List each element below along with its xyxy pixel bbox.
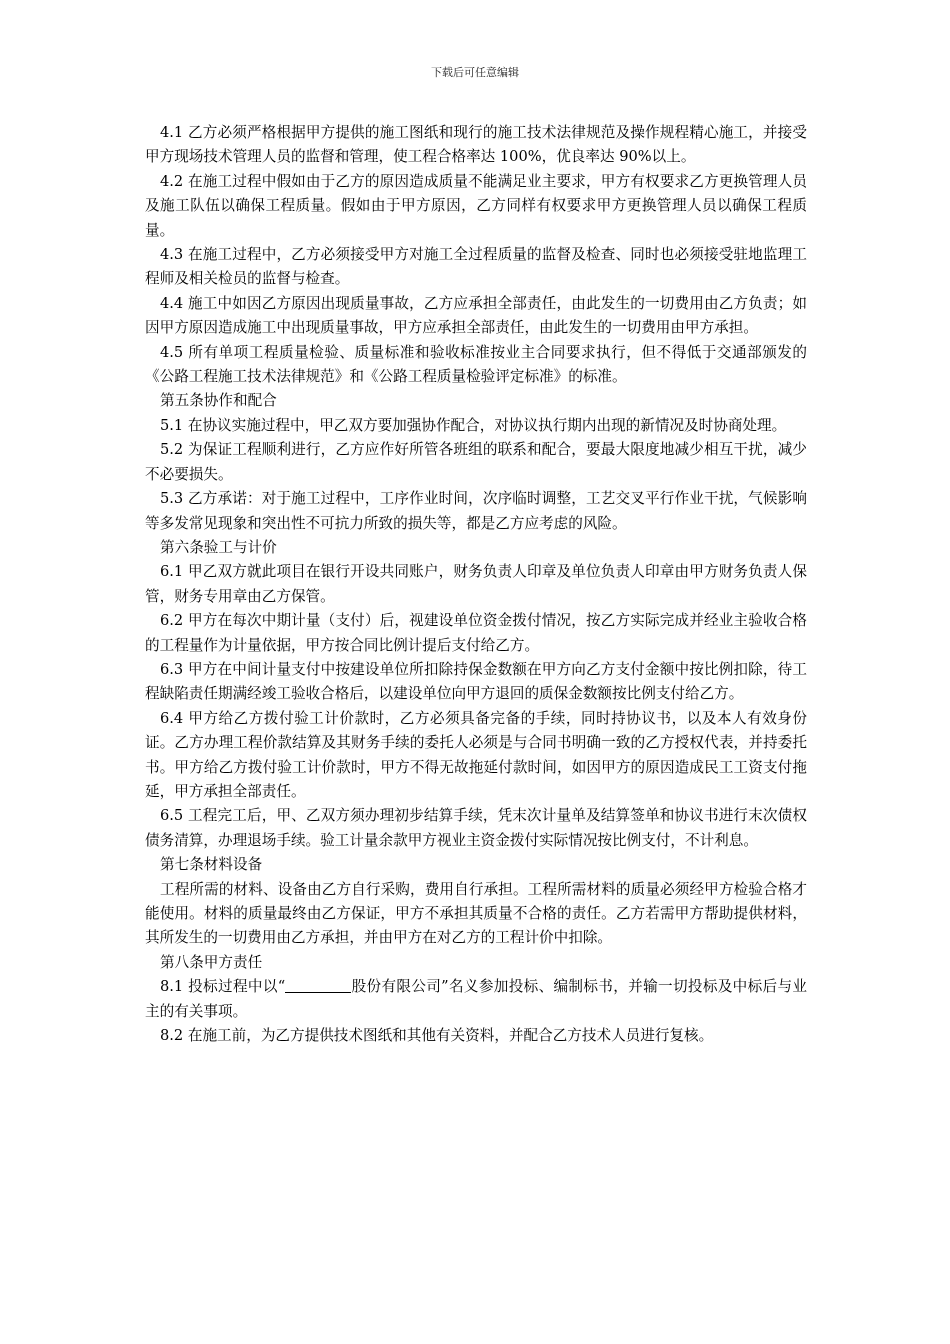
clause-5-3: 5.3 乙方承诺：对于施工过程中，工序作业时间，次序临时调整，工艺交叉平行作业干扰，气候影响等多发常见现象和突出性不可抗力所致的损失等，都是乙方应考虑的风险。 bbox=[145, 490, 807, 532]
clause-6-1: 6.1 甲乙双方就此项目在银行开设共同账户，财务负责人印章及单位负责人印章由甲方财务负责人保管，财务专用章由乙方保管。 bbox=[145, 563, 807, 605]
clause-4-3: 4.3 在施工过程中，乙方必须接受甲方对施工全过程质量的监督及检查、同时也必须接受驻地监理工程师及相关检员的监督与检查。 bbox=[145, 246, 807, 288]
clause-4-5: 4.5 所有单项工程质量检验、质量标准和验收标准按业主合同要求执行，但不得低于交通部颁发的《公路工程施工技术法律规范》和《公路工程质量检验评定标准》的标准。 bbox=[145, 343, 807, 386]
article-7-body: 工程所需的材料、设备由乙方自行采购，费用自行承担。工程所需材料的质量必须经甲方检验合格才能使用。材料的质量最终由乙方保证，甲方不承担其质量不合格的责任。乙方若需甲方帮助提供材料，其所发生的一切费用由乙方承担，并由甲方在对乙方的工程计价中扣除。 bbox=[145, 880, 807, 947]
clause-6-2: 6.2 甲方在每次中期计量（支付）后，视建设单位资金拨付情况，按乙方实际完成并经业主验收合格的工程量作为计量依据，甲方按合同比例计提后支付给乙方。 bbox=[145, 612, 807, 654]
clause-8-1-after: 股份有限公司”名义参加投标、编制标书，并输一切投标及中标后与业主的有关事项。 bbox=[145, 978, 808, 1020]
fill-in-blank bbox=[285, 977, 351, 993]
clause-4-4: 4.4 施工中如因乙方原因出现质量事故，乙方应承担全部责任，由此发生的一切费用由乙方负责；如因甲方原因造成施工中出现质量事故，甲方应承担全部责任，由此发生的一切费用由甲方承担。 bbox=[145, 294, 807, 337]
article-5-heading: 第五条协作和配合 bbox=[160, 392, 277, 410]
clause-8-1 bbox=[145, 975, 807, 1024]
clause-6-3: 6.3 甲方在中间计量支付中按建设单位所扣除持保金数额在甲方向乙方支付金额中按比例扣除，待工程缺陷责任期满经竣工验收合格后，以建设单位向甲方退回的质保金数额按比例支付给乙方。 bbox=[145, 660, 807, 703]
clause-4-2: 4.2 在施工过程中假如由于乙方的原因造成质量不能满足业主要求，甲方有权要求乙方更换管理人员及施工队伍以确保工程质量。假如由于甲方原因，乙方同样有权要求甲方更换管理人员以确保工程质量。 bbox=[145, 172, 807, 239]
clause-5-2: 5.2 为保证工程顺利进行，乙方应作好所管各班组的联系和配合，要最大限度地减少相互干扰，减少不必要损失。 bbox=[145, 441, 807, 483]
clause-8-2: 8.2 在施工前，为乙方提供技术图纸和其他有关资料，并配合乙方技术人员进行复核。 bbox=[160, 1027, 714, 1045]
clause-5-1: 5.1 在协议实施过程中，甲乙双方要加强协作配合，对协议执行期内出现的新情况及时协商处理。 bbox=[160, 416, 787, 434]
article-8-heading: 第八条甲方责任 bbox=[160, 953, 263, 971]
page-header: 下载后可任意编辑 bbox=[431, 66, 519, 79]
document-body bbox=[145, 121, 807, 1048]
clause-4-1: 4.1 乙方必须严格根据甲方提供的施工图纸和现行的施工技术法律规范及操作规程精心施工，并接受甲方现场技术管理人员的监督和管理，使工程合格率达 100%，优良率达 90%以上。 bbox=[145, 124, 807, 166]
clause-6-4: 6.4 甲方给乙方拨付验工计价款时，乙方必须具备完备的手续，同时持协议书，以及本人有效身份证。乙方办理工程价款结算及其财务手续的委托人必须是与合同书明确一致的乙方授权代表，并持委托书。甲方给乙方拨付验工计价款时，甲方不得无故拖延付款时间，如因甲方的原因造成民工工资支付拖延，甲方承担全部责任。 bbox=[145, 709, 807, 800]
clause-8-1-before: 8.1 投标过程中以“ bbox=[160, 978, 286, 996]
clause-6-5: 6.5 工程完工后，甲、乙双方须办理初步结算手续，凭末次计量单及结算签单和协议书进行末次债权债务清算，办理退场手续。验工计量余款甲方视业主资金拨付实际情况按比例支付，不计利息。 bbox=[145, 807, 807, 849]
article-6-heading: 第六条验工与计价 bbox=[160, 538, 277, 556]
article-7-heading: 第七条材料设备 bbox=[160, 856, 263, 874]
